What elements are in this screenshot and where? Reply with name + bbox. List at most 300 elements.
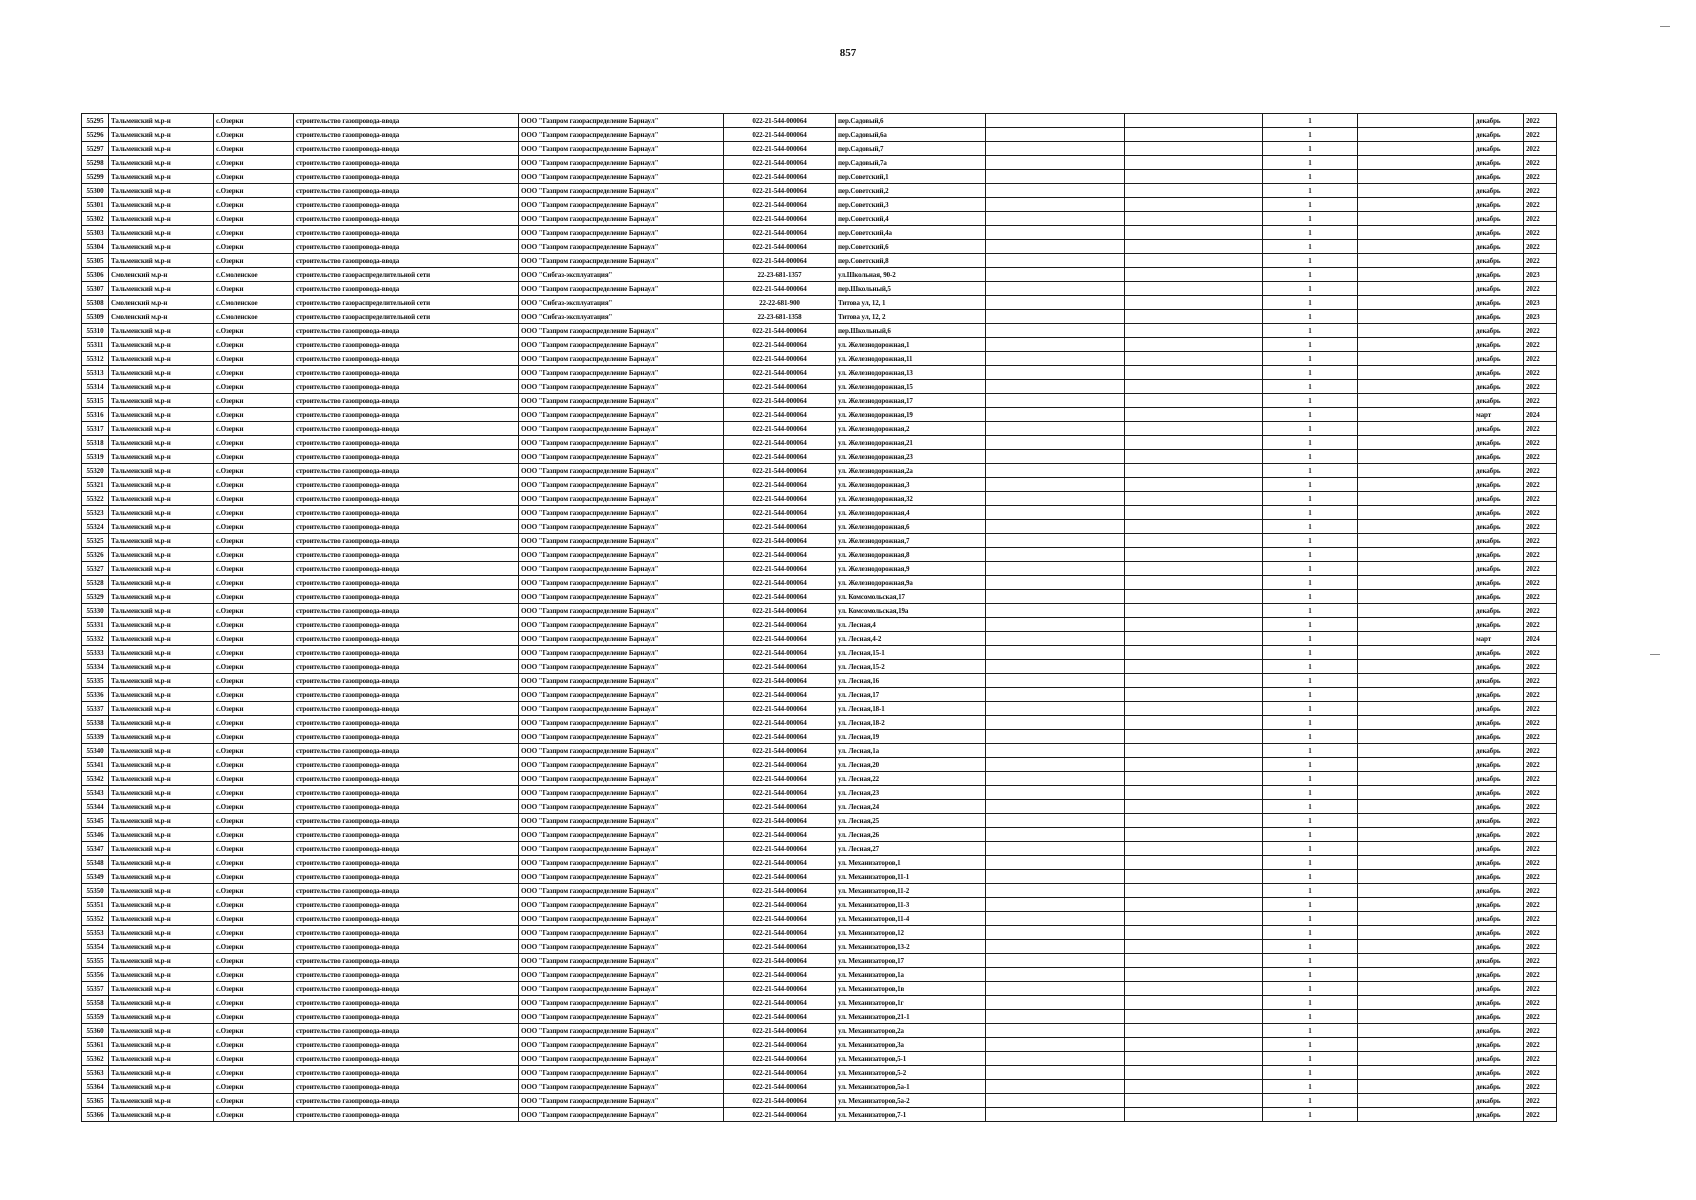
cell-c11 [1358, 730, 1474, 744]
cell-address: ул. Механизаторов,13-2 [836, 940, 986, 954]
cell-c8 [986, 240, 1125, 254]
cell-organization: ООО "Газпром газораспределение Барнаул" [519, 954, 724, 968]
cell-year: 2022 [1524, 646, 1557, 660]
cell-work_type: строительство газопровода-ввода [294, 730, 519, 744]
cell-c9 [1125, 184, 1263, 198]
cell-settlement: с.Озерки [214, 870, 294, 884]
table-row [82, 1108, 1557, 1122]
cell-work_type: строительство газопровода-ввода [294, 492, 519, 506]
cell-quantity: 1 [1263, 954, 1358, 968]
cell-reg_code: 022-21-544-000064 [724, 758, 836, 772]
cell-c11 [1358, 184, 1474, 198]
cell-district: Тальменский м.р-н [109, 506, 214, 520]
cell-c11 [1358, 1038, 1474, 1052]
cell-month: декабрь [1474, 128, 1524, 142]
cell-year: 2022 [1524, 786, 1557, 800]
cell-c8 [986, 1094, 1125, 1108]
cell-quantity: 1 [1263, 814, 1358, 828]
cell-c9 [1125, 646, 1263, 660]
cell-district: Тальменский м.р-н [109, 114, 214, 128]
cell-c9 [1125, 394, 1263, 408]
cell-district: Тальменский м.р-н [109, 408, 214, 422]
table-row [82, 842, 1557, 856]
cell-month: декабрь [1474, 982, 1524, 996]
cell-organization: ООО "Газпром газораспределение Барнаул" [519, 478, 724, 492]
table-row [82, 380, 1557, 394]
cell-month: декабрь [1474, 856, 1524, 870]
cell-c9 [1125, 716, 1263, 730]
cell-year: 2022 [1524, 338, 1557, 352]
cell-month: декабрь [1474, 1080, 1524, 1094]
cell-c9 [1125, 772, 1263, 786]
cell-reg_code: 022-21-544-000064 [724, 702, 836, 716]
cell-quantity: 1 [1263, 310, 1358, 324]
cell-c11 [1358, 842, 1474, 856]
cell-quantity: 1 [1263, 254, 1358, 268]
cell-work_type: строительство газораспределительной сети [294, 310, 519, 324]
cell-district: Тальменский м.р-н [109, 926, 214, 940]
table-row [82, 282, 1557, 296]
cell-month: декабрь [1474, 800, 1524, 814]
table-row [82, 576, 1557, 590]
cell-year: 2022 [1524, 128, 1557, 142]
cell-year: 2022 [1524, 800, 1557, 814]
cell-reg_code: 22-23-681-1358 [724, 310, 836, 324]
cell-c11 [1358, 450, 1474, 464]
table-row [82, 1010, 1557, 1024]
cell-reg_code: 022-21-544-000064 [724, 660, 836, 674]
cell-district: Смоленский м.р-н [109, 310, 214, 324]
cell-reg_code: 022-21-544-000064 [724, 380, 836, 394]
cell-settlement: с.Озерки [214, 142, 294, 156]
cell-address: пер.Советский,6 [836, 240, 986, 254]
cell-district: Тальменский м.р-н [109, 744, 214, 758]
cell-settlement: с.Озерки [214, 660, 294, 674]
cell-reg_code: 022-21-544-000064 [724, 226, 836, 240]
cell-no: 55360 [82, 1024, 109, 1038]
cell-year: 2022 [1524, 366, 1557, 380]
cell-month: декабрь [1474, 254, 1524, 268]
cell-c8 [986, 1010, 1125, 1024]
cell-district: Тальменский м.р-н [109, 1010, 214, 1024]
cell-c9 [1125, 226, 1263, 240]
cell-settlement: с.Озерки [214, 884, 294, 898]
cell-month: март [1474, 632, 1524, 646]
cell-settlement: с.Озерки [214, 744, 294, 758]
cell-address: ул. Механизаторов,11-1 [836, 870, 986, 884]
cell-district: Тальменский м.р-н [109, 982, 214, 996]
cell-work_type: строительство газопровода-ввода [294, 380, 519, 394]
cell-no: 55354 [82, 940, 109, 954]
table-row [82, 730, 1557, 744]
cell-c8 [986, 394, 1125, 408]
cell-address: ул. Железнодорожная,13 [836, 366, 986, 380]
cell-reg_code: 022-21-544-000064 [724, 730, 836, 744]
cell-c8 [986, 464, 1125, 478]
cell-address: ул. Железнодорожная,6 [836, 520, 986, 534]
cell-settlement: с.Смоленское [214, 268, 294, 282]
cell-quantity: 1 [1263, 114, 1358, 128]
cell-settlement: с.Озерки [214, 282, 294, 296]
cell-address: ул. Лесная,4-2 [836, 632, 986, 646]
cell-month: декабрь [1474, 366, 1524, 380]
cell-c9 [1125, 436, 1263, 450]
cell-district: Тальменский м.р-н [109, 492, 214, 506]
cell-c9 [1125, 814, 1263, 828]
table-row [82, 128, 1557, 142]
cell-quantity: 1 [1263, 352, 1358, 366]
cell-reg_code: 022-21-544-000064 [724, 674, 836, 688]
table-row [82, 618, 1557, 632]
cell-c9 [1125, 338, 1263, 352]
cell-address: ул. Лесная,4 [836, 618, 986, 632]
cell-quantity: 1 [1263, 492, 1358, 506]
cell-c11 [1358, 282, 1474, 296]
cell-address: ул. Лесная,15-1 [836, 646, 986, 660]
cell-year: 2022 [1524, 968, 1557, 982]
cell-organization: ООО "Газпром газораспределение Барнаул" [519, 590, 724, 604]
cell-no: 55334 [82, 660, 109, 674]
cell-c11 [1358, 324, 1474, 338]
cell-organization: ООО "Газпром газораспределение Барнаул" [519, 604, 724, 618]
cell-c9 [1125, 464, 1263, 478]
table-row [82, 562, 1557, 576]
cell-district: Тальменский м.р-н [109, 226, 214, 240]
cell-c11 [1358, 296, 1474, 310]
cell-month: декабрь [1474, 1108, 1524, 1122]
cell-c8 [986, 968, 1125, 982]
cell-district: Тальменский м.р-н [109, 912, 214, 926]
cell-settlement: с.Озерки [214, 646, 294, 660]
cell-quantity: 1 [1263, 534, 1358, 548]
cell-work_type: строительство газопровода-ввода [294, 954, 519, 968]
cell-district: Тальменский м.р-н [109, 590, 214, 604]
cell-district: Тальменский м.р-н [109, 1052, 214, 1066]
cell-district: Тальменский м.р-н [109, 394, 214, 408]
cell-year: 2023 [1524, 296, 1557, 310]
cell-c8 [986, 730, 1125, 744]
cell-reg_code: 022-21-544-000064 [724, 324, 836, 338]
cell-reg_code: 022-21-544-000064 [724, 282, 836, 296]
cell-district: Тальменский м.р-н [109, 562, 214, 576]
cell-work_type: строительство газопровода-ввода [294, 786, 519, 800]
cell-reg_code: 022-21-544-000064 [724, 590, 836, 604]
cell-year: 2022 [1524, 1010, 1557, 1024]
cell-year: 2022 [1524, 464, 1557, 478]
cell-year: 2022 [1524, 184, 1557, 198]
table-row [82, 212, 1557, 226]
cell-c11 [1358, 548, 1474, 562]
cell-month: декабрь [1474, 912, 1524, 926]
cell-address: ул. Лесная,20 [836, 758, 986, 772]
cell-quantity: 1 [1263, 184, 1358, 198]
cell-c8 [986, 688, 1125, 702]
table-row [82, 366, 1557, 380]
cell-no: 55325 [82, 534, 109, 548]
cell-district: Тальменский м.р-н [109, 478, 214, 492]
cell-settlement: с.Озерки [214, 226, 294, 240]
cell-organization: ООО "Газпром газораспределение Барнаул" [519, 940, 724, 954]
cell-settlement: с.Озерки [214, 324, 294, 338]
cell-work_type: строительство газопровода-ввода [294, 1024, 519, 1038]
cell-address: ул. Лесная,26 [836, 828, 986, 842]
cell-quantity: 1 [1263, 618, 1358, 632]
cell-settlement: с.Озерки [214, 520, 294, 534]
cell-reg_code: 022-21-544-000064 [724, 632, 836, 646]
cell-address: ул. Железнодорожная,7 [836, 534, 986, 548]
cell-settlement: с.Озерки [214, 170, 294, 184]
cell-c9 [1125, 674, 1263, 688]
cell-year: 2022 [1524, 842, 1557, 856]
table-row [82, 352, 1557, 366]
cell-c8 [986, 1066, 1125, 1080]
cell-year: 2022 [1524, 1024, 1557, 1038]
cell-organization: ООО "Газпром газораспределение Барнаул" [519, 758, 724, 772]
table-row [82, 912, 1557, 926]
cell-month: декабрь [1474, 576, 1524, 590]
table-row [82, 1038, 1557, 1052]
cell-address: ул. Механизаторов,1а [836, 968, 986, 982]
cell-reg_code: 022-21-544-000064 [724, 156, 836, 170]
cell-address: ул. Лесная,1а [836, 744, 986, 758]
cell-settlement: с.Озерки [214, 338, 294, 352]
cell-no: 55338 [82, 716, 109, 730]
cell-c9 [1125, 842, 1263, 856]
cell-settlement: с.Озерки [214, 114, 294, 128]
cell-c8 [986, 632, 1125, 646]
cell-no: 55313 [82, 366, 109, 380]
cell-c11 [1358, 618, 1474, 632]
cell-c8 [986, 758, 1125, 772]
table-row [82, 1080, 1557, 1094]
cell-work_type: строительство газопровода-ввода [294, 506, 519, 520]
cell-no: 55351 [82, 898, 109, 912]
cell-year: 2022 [1524, 590, 1557, 604]
cell-reg_code: 022-21-544-000064 [724, 366, 836, 380]
cell-address: ул. Механизаторов,11-4 [836, 912, 986, 926]
cell-month: декабрь [1474, 450, 1524, 464]
cell-c9 [1125, 1080, 1263, 1094]
cell-address: ул. Лесная,15-2 [836, 660, 986, 674]
cell-month: декабрь [1474, 492, 1524, 506]
cell-organization: ООО "Газпром газораспределение Барнаул" [519, 142, 724, 156]
cell-reg_code: 022-21-544-000064 [724, 604, 836, 618]
cell-c11 [1358, 408, 1474, 422]
cell-address: пер.Советский,8 [836, 254, 986, 268]
cell-c11 [1358, 954, 1474, 968]
cell-c9 [1125, 730, 1263, 744]
cell-reg_code: 022-21-544-000064 [724, 478, 836, 492]
cell-address: ул. Лесная,22 [836, 772, 986, 786]
cell-c11 [1358, 1024, 1474, 1038]
cell-month: декабрь [1474, 352, 1524, 366]
cell-quantity: 1 [1263, 198, 1358, 212]
cell-c9 [1125, 352, 1263, 366]
cell-c11 [1358, 492, 1474, 506]
cell-year: 2022 [1524, 730, 1557, 744]
table-row [82, 996, 1557, 1010]
cell-month: декабрь [1474, 646, 1524, 660]
table-row [82, 702, 1557, 716]
cell-c8 [986, 1038, 1125, 1052]
table-row [82, 268, 1557, 282]
cell-reg_code: 022-21-544-000064 [724, 170, 836, 184]
cell-district: Тальменский м.р-н [109, 772, 214, 786]
cell-month: декабрь [1474, 954, 1524, 968]
cell-year: 2022 [1524, 198, 1557, 212]
cell-organization: ООО "Газпром газораспределение Барнаул" [519, 1052, 724, 1066]
cell-year: 2022 [1524, 996, 1557, 1010]
cell-c8 [986, 296, 1125, 310]
cell-settlement: с.Озерки [214, 352, 294, 366]
cell-reg_code: 022-21-544-000064 [724, 534, 836, 548]
cell-quantity: 1 [1263, 366, 1358, 380]
cell-month: декабрь [1474, 772, 1524, 786]
cell-c8 [986, 310, 1125, 324]
cell-no: 55356 [82, 968, 109, 982]
cell-c11 [1358, 604, 1474, 618]
cell-c8 [986, 324, 1125, 338]
table-row [82, 660, 1557, 674]
cell-settlement: с.Озерки [214, 968, 294, 982]
cell-organization: ООО "Сибгаз-эксплуатация" [519, 296, 724, 310]
cell-reg_code: 022-21-544-000064 [724, 1066, 836, 1080]
cell-work_type: строительство газораспределительной сети [294, 268, 519, 282]
cell-month: декабрь [1474, 296, 1524, 310]
cell-year: 2022 [1524, 884, 1557, 898]
cell-work_type: строительство газопровода-ввода [294, 394, 519, 408]
cell-settlement: с.Смоленское [214, 310, 294, 324]
cell-reg_code: 022-21-544-000064 [724, 492, 836, 506]
cell-quantity: 1 [1263, 926, 1358, 940]
cell-work_type: строительство газопровода-ввода [294, 968, 519, 982]
cell-work_type: строительство газопровода-ввода [294, 562, 519, 576]
cell-address: ул. Механизаторов,11-2 [836, 884, 986, 898]
cell-address: ул. Механизаторов,7-1 [836, 1108, 986, 1122]
cell-work_type: строительство газопровода-ввода [294, 870, 519, 884]
cell-settlement: с.Озерки [214, 996, 294, 1010]
cell-c9 [1125, 142, 1263, 156]
cell-c8 [986, 170, 1125, 184]
cell-c8 [986, 226, 1125, 240]
cell-no: 55337 [82, 702, 109, 716]
cell-no: 55318 [82, 436, 109, 450]
cell-no: 55308 [82, 296, 109, 310]
cell-month: декабрь [1474, 996, 1524, 1010]
cell-month: декабрь [1474, 968, 1524, 982]
cell-c8 [986, 534, 1125, 548]
cell-district: Тальменский м.р-н [109, 1066, 214, 1080]
cell-c9 [1125, 310, 1263, 324]
cell-year: 2022 [1524, 1094, 1557, 1108]
cell-no: 55363 [82, 1066, 109, 1080]
cell-quantity: 1 [1263, 142, 1358, 156]
cell-year: 2022 [1524, 1108, 1557, 1122]
cell-organization: ООО "Газпром газораспределение Барнаул" [519, 184, 724, 198]
cell-work_type: строительство газопровода-ввода [294, 254, 519, 268]
cell-c9 [1125, 268, 1263, 282]
cell-organization: ООО "Газпром газораспределение Барнаул" [519, 800, 724, 814]
cell-quantity: 1 [1263, 996, 1358, 1010]
cell-address: ул. Механизаторов,1 [836, 856, 986, 870]
table-row [82, 926, 1557, 940]
cell-year: 2022 [1524, 758, 1557, 772]
cell-year: 2022 [1524, 674, 1557, 688]
cell-year: 2022 [1524, 282, 1557, 296]
cell-c8 [986, 590, 1125, 604]
table-row [82, 436, 1557, 450]
cell-c8 [986, 982, 1125, 996]
cell-month: декабрь [1474, 898, 1524, 912]
cell-work_type: строительство газопровода-ввода [294, 660, 519, 674]
cell-quantity: 1 [1263, 646, 1358, 660]
cell-settlement: с.Озерки [214, 450, 294, 464]
table-row [82, 800, 1557, 814]
cell-no: 55333 [82, 646, 109, 660]
cell-c9 [1125, 996, 1263, 1010]
cell-work_type: строительство газопровода-ввода [294, 450, 519, 464]
cell-reg_code: 022-21-544-000064 [724, 1010, 836, 1024]
cell-organization: ООО "Газпром газораспределение Барнаул" [519, 226, 724, 240]
table-row [82, 1066, 1557, 1080]
cell-no: 55331 [82, 618, 109, 632]
cell-c11 [1358, 142, 1474, 156]
cell-c8 [986, 478, 1125, 492]
cell-reg_code: 022-21-544-000064 [724, 506, 836, 520]
cell-c8 [986, 674, 1125, 688]
cell-c11 [1358, 758, 1474, 772]
cell-reg_code: 022-21-544-000064 [724, 786, 836, 800]
cell-month: декабрь [1474, 520, 1524, 534]
cell-c9 [1125, 576, 1263, 590]
cell-no: 55295 [82, 114, 109, 128]
cell-address: ул. Механизаторов,5а-1 [836, 1080, 986, 1094]
cell-address: ул. Комсомольская,17 [836, 590, 986, 604]
cell-work_type: строительство газопровода-ввода [294, 744, 519, 758]
cell-settlement: с.Озерки [214, 940, 294, 954]
cell-organization: ООО "Газпром газораспределение Барнаул" [519, 394, 724, 408]
cell-no: 55316 [82, 408, 109, 422]
cell-c8 [986, 142, 1125, 156]
cell-month: декабрь [1474, 170, 1524, 184]
cell-settlement: с.Озерки [214, 380, 294, 394]
cell-c11 [1358, 240, 1474, 254]
table-row [82, 422, 1557, 436]
cell-c11 [1358, 394, 1474, 408]
cell-district: Тальменский м.р-н [109, 730, 214, 744]
cell-quantity: 1 [1263, 268, 1358, 282]
cell-c8 [986, 660, 1125, 674]
cell-year: 2022 [1524, 912, 1557, 926]
cell-year: 2022 [1524, 702, 1557, 716]
cell-no: 55359 [82, 1010, 109, 1024]
cell-settlement: с.Озерки [214, 394, 294, 408]
cell-district: Тальменский м.р-н [109, 800, 214, 814]
cell-month: декабрь [1474, 1052, 1524, 1066]
cell-district: Тальменский м.р-н [109, 856, 214, 870]
cell-work_type: строительство газопровода-ввода [294, 604, 519, 618]
cell-organization: ООО "Газпром газораспределение Барнаул" [519, 786, 724, 800]
table-row [82, 940, 1557, 954]
cell-settlement: с.Озерки [214, 422, 294, 436]
cell-c9 [1125, 408, 1263, 422]
cell-settlement: с.Озерки [214, 478, 294, 492]
cell-address: ул. Лесная,24 [836, 800, 986, 814]
cell-month: декабрь [1474, 940, 1524, 954]
cell-c9 [1125, 968, 1263, 982]
cell-work_type: строительство газопровода-ввода [294, 828, 519, 842]
cell-reg_code: 022-21-544-000064 [724, 716, 836, 730]
